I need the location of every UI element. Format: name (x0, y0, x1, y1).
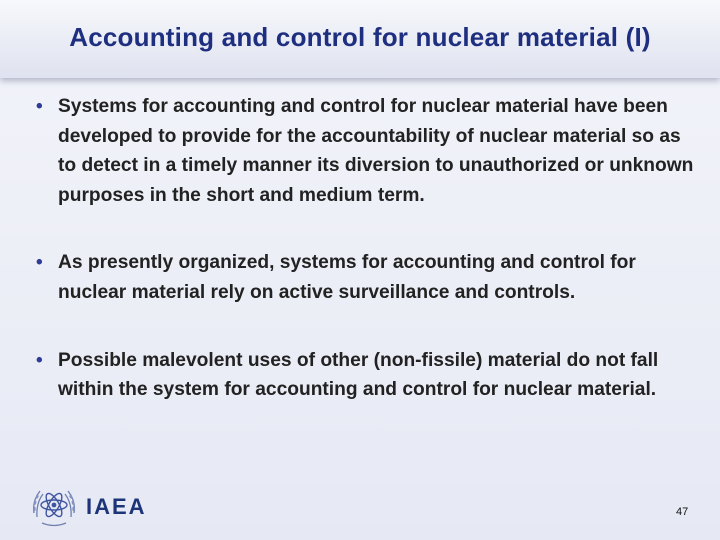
bullet-marker: • (36, 96, 43, 117)
page-number: 47 (676, 506, 689, 518)
bullet-item-3 (36, 346, 696, 405)
slide-title: Accounting and control for nuclear material (I) (69, 22, 651, 52)
bullet-text: Systems for accounting and control for nuclear material have been developed to provide for the accountability of nuclear material so as to detect in a timely manner its diversion to unauthorized or unknown purposes in the short and medium term. (58, 96, 694, 206)
bullet-text: As presently organized, systems for accounting and control for nuclear material rely on active surveillance and controls. (58, 252, 636, 303)
bullet-item-2 (36, 248, 696, 307)
bullet-text: Possible malevolent uses of other (non-fissile) material do not fall within the system for accounting and control for nuclear material. (58, 349, 659, 401)
iaea-logo-icon (28, 483, 80, 531)
bullet-marker: • (36, 349, 43, 371)
bullet-list (36, 92, 696, 405)
iaea-logo-text: IAEA (86, 494, 147, 519)
bullet-item-1 (36, 92, 696, 210)
bullet-marker: • (36, 252, 43, 274)
title-bar (0, 0, 720, 78)
